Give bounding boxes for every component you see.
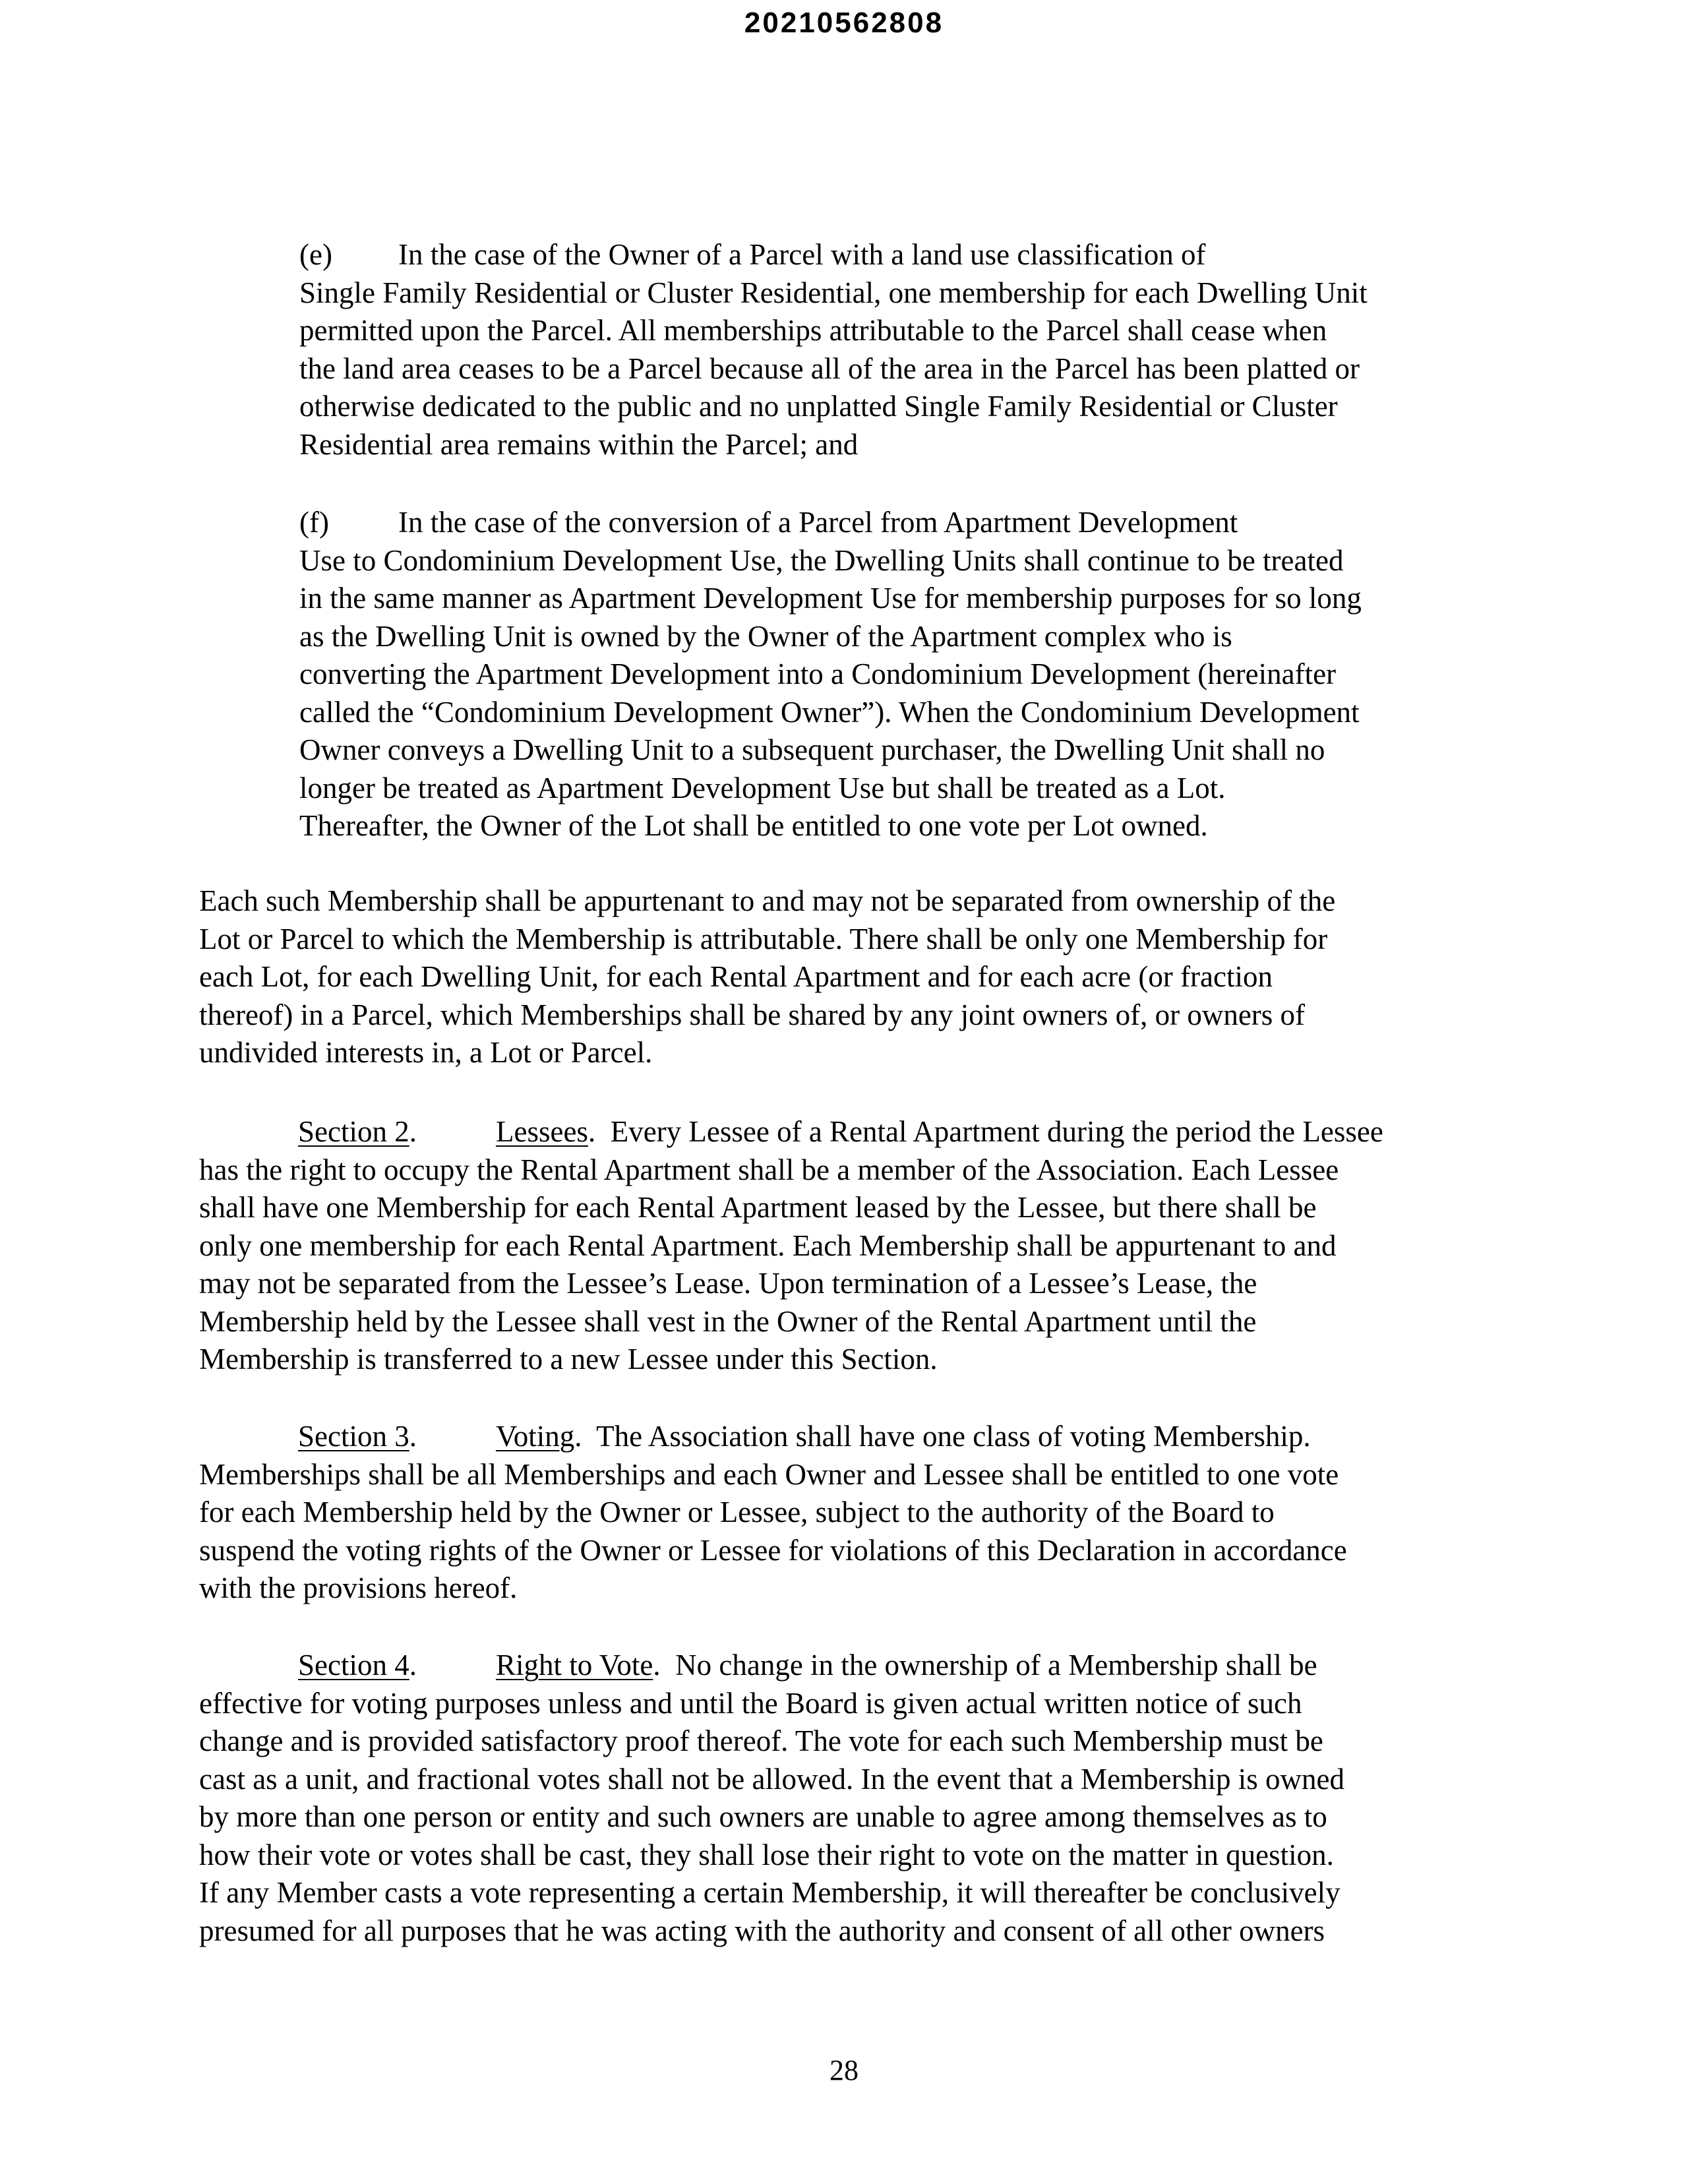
paragraph-marker: (f) — [299, 506, 329, 539]
paragraph-line: suspend the voting rights of the Owner or Lessee for violations of this Declaration in accordance — [199, 1533, 1347, 1567]
paragraph-line: with the provisions hereof. — [199, 1571, 518, 1604]
section-heading: Voting — [496, 1420, 575, 1453]
section-3 — [199, 1418, 1518, 1608]
page-number: 28 — [829, 2054, 859, 2086]
paragraph-line: cast as a unit, and fractional votes shall not be allowed. In the event that a Membership is owned — [199, 1762, 1345, 1796]
paragraph-line: Memberships shall be all Memberships and each Owner and Lessee shall be entitled to one vote — [199, 1457, 1339, 1491]
section-heading-line: Section 2. Lessees. Every Lessee of a Rental Apartment during the period the Lessee — [199, 1113, 1518, 1151]
document-number: 20210562808 — [744, 7, 944, 39]
paragraph-marker: (e) — [299, 238, 332, 271]
section-2 — [199, 1113, 1518, 1379]
paragraph-line: converting the Apartment Development into a Condominium Development (hereinafter — [299, 657, 1337, 690]
paragraph-line: as the Dwelling Unit is owned by the Owner of the Apartment complex who is — [299, 619, 1232, 653]
section-4 — [199, 1647, 1518, 1950]
paragraph-text: In the case of the conversion of a Parcel from Apartment Development — [398, 506, 1238, 539]
section-label: Section 2. — [298, 1115, 417, 1148]
paragraph-line: for each Membership held by the Owner or Lessee, subject to the authority of the Board to — [199, 1496, 1275, 1529]
paragraph-line: Single Family Residential or Cluster Residential, one membership for each Dwelling Unit — [299, 276, 1368, 309]
paragraph-line: Membership is transferred to a new Lessee under this Section. — [199, 1343, 938, 1376]
paragraph-line — [299, 504, 1539, 542]
paragraph-line: Each such Membership shall be appurtenant to and may not be separated from ownership of the — [199, 884, 1336, 917]
section-heading: Right to Vote — [496, 1649, 653, 1682]
paragraph-line: undivided interests in, a Lot or Parcel. — [199, 1036, 653, 1069]
section-heading-line: Section 3. Voting. The Association shall have one class of voting Membership. — [199, 1418, 1518, 1456]
paragraph-line: Thereafter, the Owner of the Lot shall be entitled to one vote per Lot owned. — [299, 809, 1208, 842]
paragraph-line: Residential area remains within the Parcel; and — [299, 427, 859, 461]
paragraph-text: In the case of the Owner of a Parcel with a land use classification of — [398, 238, 1206, 271]
section-heading-line: Section 4. Right to Vote. No change in the ownership of a Membership shall be — [199, 1647, 1518, 1685]
paragraph-line: in the same manner as Apartment Development Use for membership purposes for so long — [299, 582, 1362, 615]
paragraph-membership — [199, 882, 1518, 1072]
paragraph-e — [299, 236, 1539, 464]
paragraph-line: may not be separated from the Lessee’s Lease. Upon termination of a Lessee’s Lease, the — [199, 1267, 1257, 1300]
paragraph-line: Membership held by the Lessee shall vest in the Owner of the Rental Apartment until the — [199, 1304, 1257, 1338]
paragraph-line: effective for voting purposes unless and until the Board is given actual written notice of such — [199, 1686, 1302, 1720]
paragraph-line: by more than one person or entity and such owners are unable to agree among themselves as to — [199, 1800, 1327, 1833]
paragraph-line: Use to Condominium Development Use, the Dwelling Units shall continue to be treated — [299, 543, 1344, 577]
section-label: Section 3. — [298, 1420, 417, 1453]
paragraph-line: thereof) in a Parcel, which Memberships shall be shared by any joint owners of, or owners of — [199, 998, 1306, 1031]
paragraph-line: If any Member casts a vote representing a certain Membership, it will thereafter be conclusively — [199, 1876, 1341, 1909]
section-text: No change in the ownership of a Membership shall be — [660, 1649, 1317, 1682]
paragraph-line — [299, 236, 1539, 274]
paragraph-line: Owner conveys a Dwelling Unit to a subsequent purchaser, the Dwelling Unit shall no — [299, 733, 1325, 766]
paragraph-line: only one membership for each Rental Apartment. Each Membership shall be appurtenant to and — [199, 1228, 1337, 1262]
paragraph-line: change and is provided satisfactory proof thereof. The vote for each such Membership must be — [199, 1724, 1323, 1757]
paragraph-line: called the “Condominium Development Owner”). When the Condominium Development — [299, 695, 1360, 729]
paragraph-line: permitted upon the Parcel. All memberships attributable to the Parcel shall cease when — [299, 314, 1327, 347]
paragraph-line: each Lot, for each Dwelling Unit, for each Rental Apartment and for each acre (or fraction — [199, 960, 1273, 993]
section-text: Every Lessee of a Rental Apartment during the period the Lessee — [595, 1115, 1383, 1148]
paragraph-line: otherwise dedicated to the public and no unplatted Single Family Residential or Cluster — [299, 390, 1338, 423]
section-text: The Association shall have one class of voting Membership. — [582, 1420, 1311, 1453]
paragraph-line: presumed for all purposes that he was acting with the authority and consent of all other owners — [199, 1914, 1325, 1947]
paragraph-line: has the right to occupy the Rental Apartment shall be a member of the Association. Each Lessee — [199, 1153, 1339, 1186]
paragraph-f — [299, 504, 1539, 845]
section-label: Section 4. — [298, 1649, 417, 1682]
paragraph-line: Lot or Parcel to which the Membership is attributable. There shall be only one Membership for — [199, 922, 1328, 956]
paragraph-line: shall have one Membership for each Rental Apartment leased by the Lessee, but there shall be — [199, 1191, 1317, 1224]
paragraph-line: how their vote or votes shall be cast, they shall lose their right to vote on the matter in question. — [199, 1838, 1334, 1871]
section-heading: Lessees — [496, 1115, 588, 1148]
paragraph-line: longer be treated as Apartment Development Use but shall be treated as a Lot. — [299, 771, 1226, 804]
paragraph-line: the land area ceases to be a Parcel because all of the area in the Parcel has been platted or — [299, 351, 1360, 385]
